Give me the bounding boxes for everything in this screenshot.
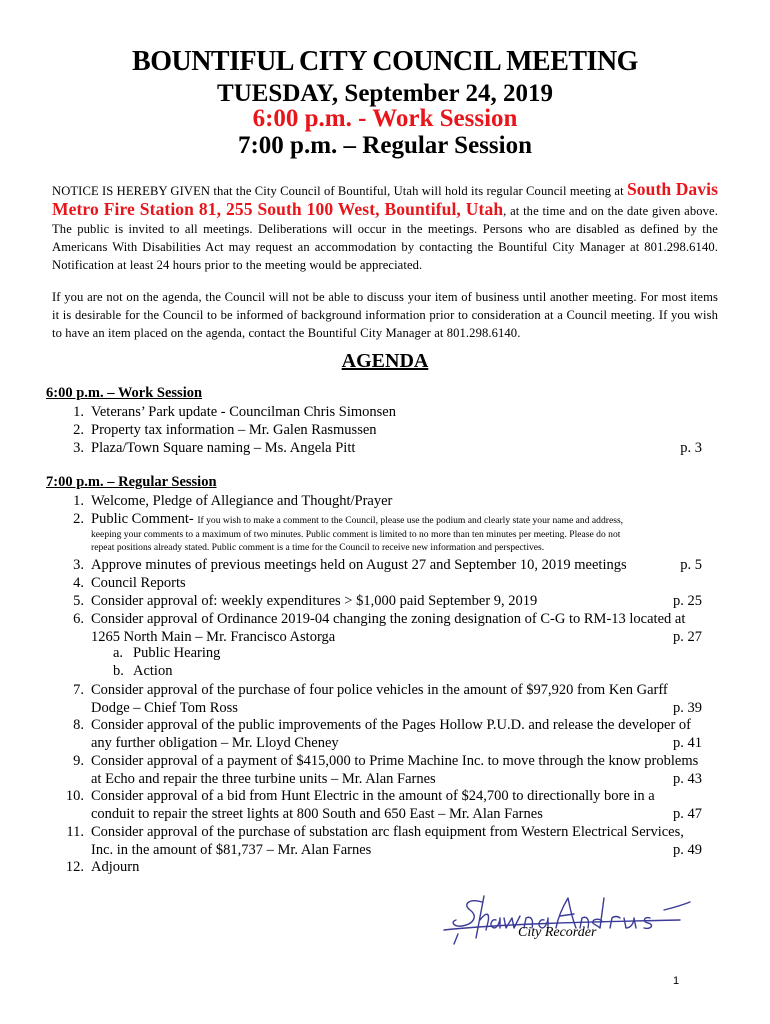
item-text: Consider approval of the purchase of four police vehicles in the amount of $97,920 from Ken Garff [91,682,668,698]
item-number: 2. [73,511,84,527]
item-text: at Echo and repair the three turbine units – Mr. Alan Farnes [91,771,436,787]
item-number: 9. [73,753,84,769]
meeting-location: South Davis Metro Fire Station 81, 255 South 100 West, Bountiful, Utah [52,179,718,219]
agenda-heading: AGENDA [341,350,429,372]
item-page: p. 49 [673,842,702,858]
item-text: Welcome, Pledge of Allegiance and Thought/Prayer [91,493,393,509]
item-number: 8. [73,717,84,733]
item-number: 4. [73,575,84,591]
item-page: p. 5 [680,557,702,573]
item-text: Consider approval of the public improvements of the Pages Hollow P.U.D. and release the developer of [91,717,691,733]
notice-paragraph [52,180,718,274]
meeting-title: BOUNTIFUL CITY COUNCIL MEETING [132,46,638,77]
agenda-notice-paragraph: If you are not on the agenda, the Council will not be able to discuss your item of business until another meeting. For most items it is desirable for the Council to be informed of background information prior to consideration at a Council meeting. If you wish to have an item placed on the agenda, contact the Bountiful City Manager at 801.298.6140. [52,290,718,340]
item-number: 10. [65,788,84,804]
item-text: Consider approval of a payment of $415,000 to Prime Machine Inc. to move through the know problems [91,753,699,769]
notice-rest: , at the time and on the date given above. The public is invited to all meetings. Deliberations will occur in the meetings. Persons who are disabled as defined by the Americans With Disabilities Act may request an accommodation by contacting the Bountiful City Manager at 801.298.6140. Notification at least 24 hours prior to the meeting would be appreciated. [52,204,718,272]
regular-session-time: 7:00 p.m. – Regular Session [237,132,532,159]
regular-session-heading: 7:00 p.m. – Regular Session [46,474,217,490]
item-number: 5. [73,593,84,609]
item-text: 1265 North Main – Mr. Francisco Astorga [91,629,336,645]
item-page: p. 47 [673,806,702,822]
item-number: 2. [73,422,84,438]
notice-intro: NOTICE IS HEREBY GIVEN that the City Council of Bountiful, Utah will hold its regular Council meeting at [52,184,624,198]
public-comment-note-3: repeat positions already stated. Public comment is a time for the Council to receive new information and perspectives. [91,542,545,553]
page-number: 1 [673,975,680,987]
item-text: Council Reports [91,575,186,591]
work-session-heading: 6:00 p.m. – Work Session [46,385,203,401]
sub-item-label: b. [113,663,124,679]
item-number: 11. [66,824,84,840]
public-comment-note-1: If you wish to make a comment to the Council, please use the podium and clearly state your name and address, [197,515,624,526]
item-text: Consider approval of the purchase of substation arc flash equipment from Western Electrical Services, [91,824,684,840]
item-page: p. 41 [673,735,702,751]
item-text: Public Comment- [91,511,194,527]
item-page: p. 3 [680,440,702,456]
item-number: 12. [65,859,84,875]
work-session-time: 6:00 p.m. - Work Session [252,105,518,132]
item-number: 1. [73,493,84,509]
sub-item-text: Public Hearing [133,645,221,661]
item-text: Adjourn [91,859,140,875]
item-text: Approve minutes of previous meetings held on August 27 and September 10, 2019 meetings [91,557,627,573]
handwritten-signature [440,890,700,950]
item-page: p. 43 [673,771,702,787]
item-text: Dodge – Chief Tom Ross [91,700,238,716]
item-text: Inc. in the amount of $81,737 – Mr. Alan Farnes [91,842,372,858]
item-number: 1. [73,404,84,420]
item-text: Property tax information – Mr. Galen Rasmussen [91,422,377,438]
meeting-date: TUESDAY, September 24, 2019 [217,80,553,107]
item-text: conduit to repair the street lights at 800 South and 650 East – Mr. Alan Farnes [91,806,543,822]
public-comment-note-2: keeping your comments to a maximum of two minutes. Public comment is limited to no more than ten minutes per meeting. Please do not [91,529,621,540]
sub-item-text: Action [133,663,173,679]
item-text: Veterans’ Park update - Councilman Chris Simonsen [91,404,396,420]
item-text: any further obligation – Mr. Lloyd Cheney [91,735,339,751]
item-page: p. 27 [673,629,702,645]
list-item [46,510,702,558]
item-number: 3. [73,440,84,456]
item-page: p. 25 [673,593,702,609]
item-page: p. 39 [673,700,702,716]
signature-title: City Recorder [518,925,597,940]
item-text: Plaza/Town Square naming – Ms. Angela Pitt [91,440,356,456]
sub-item [113,645,220,662]
item-text: Consider approval of: weekly expenditures > $1,000 paid September 9, 2019 [91,593,538,609]
item-number: 7. [73,682,84,698]
item-number: 3. [73,557,84,573]
sub-item [113,663,172,680]
item-text: Consider approval of Ordinance 2019-04 changing the zoning designation of C-G to RM-13 located at [91,611,686,627]
sub-item-label: a. [113,645,124,661]
item-number: 6. [73,611,84,627]
item-text: Consider approval of a bid from Hunt Electric in the amount of $24,700 to directionally bore in a [91,788,655,804]
